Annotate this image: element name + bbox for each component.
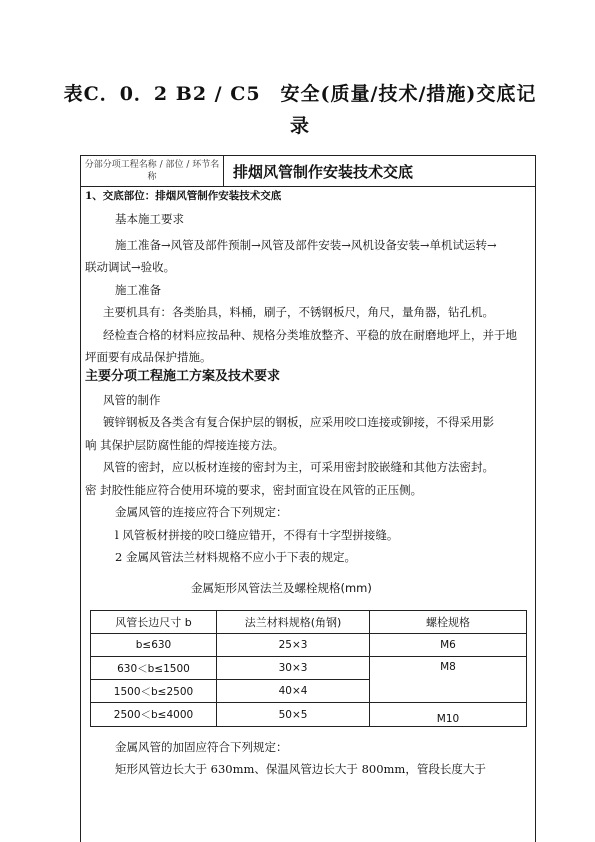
material-storage-line-2: 坪面要有成品保护措施。 [85, 350, 212, 364]
table-cell: 630＜b≤1500 [91, 657, 217, 680]
connection-rules-heading: 金属风管的连接应符合下列规定： [115, 505, 288, 519]
table-row [91, 634, 527, 657]
table-header-row [91, 611, 527, 634]
title-line-2: 录 [289, 115, 310, 137]
section-basic-requirements: 基本施工要求 [115, 212, 184, 226]
table-row [91, 703, 527, 727]
rule-1: l 风管板材拼接的咬口缝应错开，不得有十字型拼接缝。 [115, 528, 399, 542]
title-line-1: 表C．0．2 B2 / C5 安全(质量/技术/措施)交底记 [63, 83, 537, 105]
table-cell: 40×4 [217, 680, 370, 703]
table-cell: 1500＜b≤2500 [91, 680, 217, 703]
process-flow-line-1: 施工准备→风管及部件预制→风管及部件安装→风机设备安装→单机试运转→ [115, 238, 497, 252]
reinforcement-heading: 金属风管的加固应符合下列规定： [115, 740, 288, 754]
steel-connection-line-1: 镀锌钢板及各类含有复合保护层的钢板，应采用咬口连接或铆接，不得采用影 [103, 415, 494, 429]
table-cell: 30×3 [217, 657, 370, 680]
table-row [91, 657, 527, 680]
tools-list: 主要机具有：各类胎具，料桶，刷子，不锈钢板尺，角尺，量角器，钻孔机。 [103, 305, 494, 319]
process-flow-line-2: 联动调试→验收。 [85, 260, 176, 274]
disclosure-location: 1、交底部位：排烟风管制作安装技术交底 [85, 190, 282, 202]
rule-2: 2 金属风管法兰材料规格不应小于下表的规定。 [115, 550, 356, 564]
sealing-line-2: 密 封胶性能应符合使用环境的要求，密封面宜设在风管的正压侧。 [85, 483, 423, 497]
reinforcement-rule: 矩形风管边长大于 630mm、保温风管边长大于 800mm，管段长度大于 [115, 762, 486, 776]
document-title [60, 78, 540, 142]
table-header-cell: 螺栓规格 [370, 611, 527, 634]
section-duct-fabrication: 风管的制作 [103, 393, 161, 407]
table-cell: b≤630 [91, 634, 217, 657]
sealing-line-1: 风管的密封，应以板材连接的密封为主，可采用密封胶嵌缝和其他方法密封。 [103, 460, 494, 474]
table-caption: 金属矩形风管法兰及螺栓规格(mm) [191, 581, 372, 595]
project-name-label: 分部分项工程名称 / 部位 / 环节名称 [81, 156, 224, 186]
section-main-plan: 主要分项工程施工方案及技术要求 [85, 369, 281, 384]
table-cell: 2500＜b≤4000 [91, 703, 217, 727]
table-cell: 25×3 [217, 634, 370, 657]
section-preparation: 施工准备 [115, 283, 161, 297]
material-storage-line-1: 经检查合格的材料应按品种、规格分类堆放整齐、平稳的放在耐磨地坪上，并于地 [103, 328, 517, 342]
form-header-row [81, 156, 535, 187]
table-cell: M10 [370, 703, 527, 727]
table-cell: M6 [370, 634, 527, 657]
table-cell: 50×5 [217, 703, 370, 727]
table-header-cell: 风管长边尺寸 b [91, 611, 217, 634]
disclosure-form [80, 155, 536, 842]
steel-connection-line-2: 响 其保护层防腐性能的焊接连接方法。 [85, 438, 285, 452]
flange-bolt-spec-table [90, 610, 527, 727]
table-cell: M8 [370, 657, 527, 703]
project-name-value: 排烟风管制作安装技术交底 [233, 163, 414, 181]
table-header-cell: 法兰材料规格(角钢) [217, 611, 370, 634]
